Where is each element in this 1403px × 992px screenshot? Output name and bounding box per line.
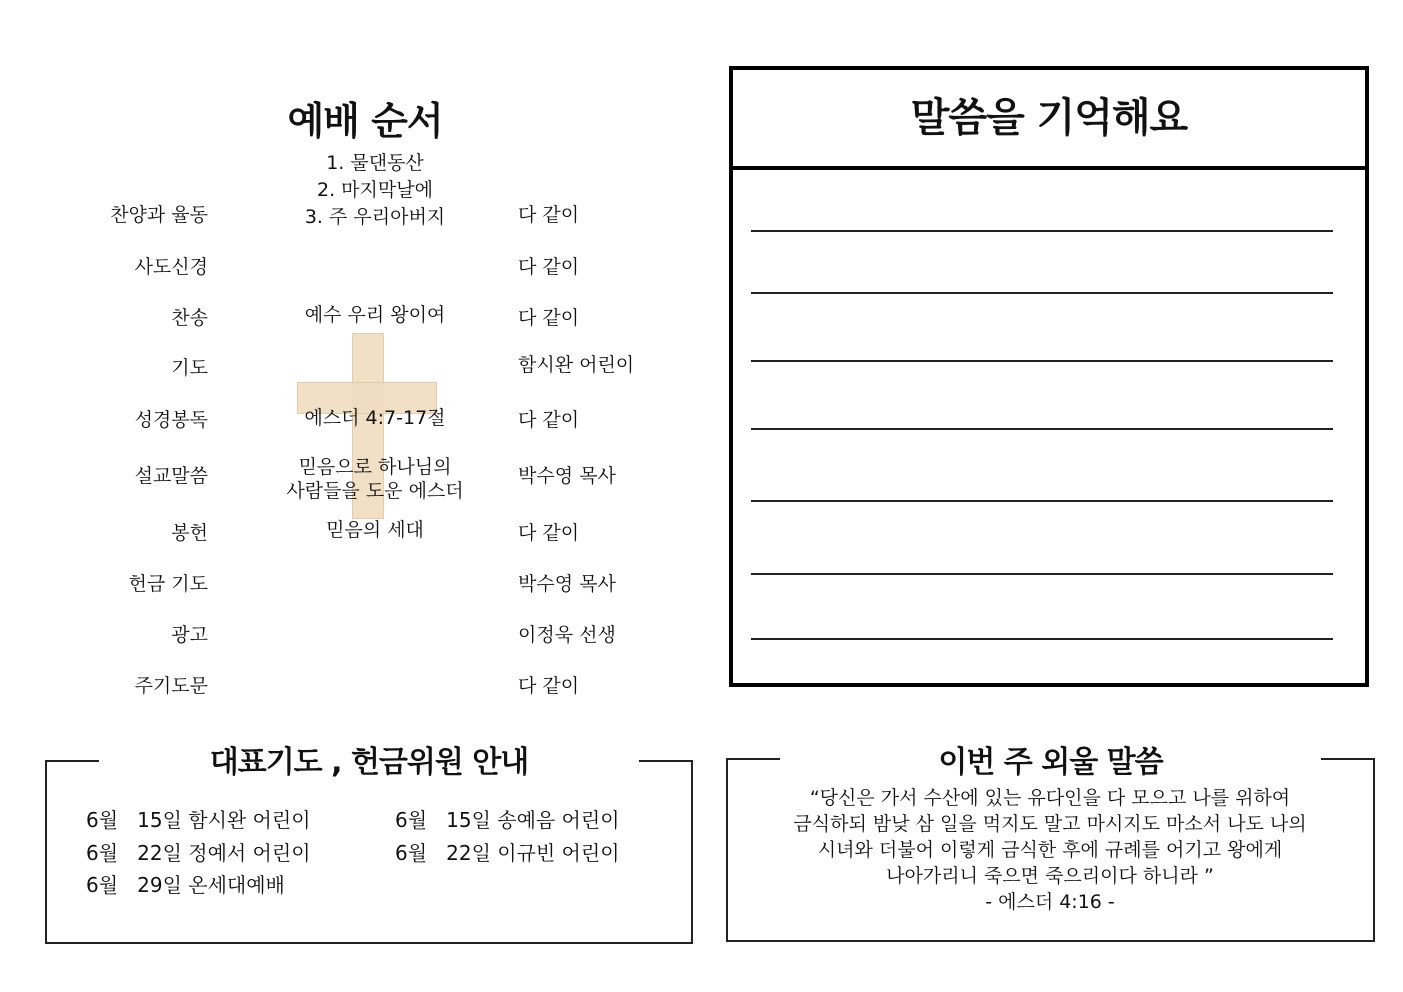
- order-who-prayer: 함시완 어린이: [518, 354, 635, 376]
- order-who-offering: 다 같이: [518, 522, 580, 544]
- order-detail-reading: 에스더 4:7-17절: [304, 407, 446, 429]
- memo-line[interactable]: [751, 292, 1333, 294]
- order-who-reading: 다 같이: [518, 409, 580, 431]
- memo-title: 말씀을 기억해요: [733, 70, 1365, 170]
- order-who-sermon: 박수영 목사: [518, 465, 616, 487]
- order-detail-sermon-1: 믿음으로 하나님의: [298, 456, 452, 478]
- order-label-sermon: 설교말씀: [134, 465, 208, 487]
- order-label-offering: 봉헌: [171, 522, 208, 544]
- prayer-entry: 6월 15일 함시완 어린이: [86, 808, 311, 832]
- song-2: 2. 마지막날에: [317, 179, 433, 201]
- verse-box-top-right: [1321, 758, 1373, 760]
- order-who-creed: 다 같이: [518, 256, 580, 278]
- order-label-announcements: 광고: [171, 624, 208, 646]
- order-who-praise: 다 같이: [518, 204, 580, 226]
- song-3: 3. 주 우리아버지: [304, 206, 446, 228]
- order-label-lords-prayer: 주기도문: [134, 675, 208, 697]
- order-label-prayer: 기도: [171, 357, 208, 379]
- order-detail-hymn: 예수 우리 왕이여: [304, 304, 446, 326]
- order-who-announcements: 이정욱 선생: [518, 624, 616, 646]
- verse-reference: - 에스더 4:16 -: [985, 891, 1115, 913]
- memo-line[interactable]: [751, 360, 1333, 362]
- verse-line: 시녀와 더불어 이렇게 금식한 후에 규례를 어기고 왕에게: [817, 839, 1283, 861]
- order-detail-offering: 믿음의 세대: [326, 519, 424, 541]
- memo-line[interactable]: [751, 428, 1333, 430]
- worship-order-title: 예배 순서: [287, 99, 443, 143]
- verse-line: 나아가리니 죽으면 죽으리이다 하니라 ”: [886, 865, 1214, 887]
- memo-line[interactable]: [751, 573, 1333, 575]
- order-who-offering-prayer: 박수영 목사: [518, 573, 616, 595]
- verse-box-top-left: [726, 758, 780, 760]
- verse-line: “당신은 가서 수산에 있는 유다인을 다 모으고 나를 위하여: [809, 787, 1291, 809]
- memo-box: [729, 66, 1369, 687]
- order-label-praise: 찬양과 율동: [110, 204, 208, 226]
- prayer-entry: 6월 22일 정예서 어린이: [86, 841, 311, 865]
- song-1: 1. 물댄동산: [326, 152, 424, 174]
- order-detail-sermon-2: 사람들을 도운 에스더: [286, 480, 464, 502]
- memo-line[interactable]: [751, 230, 1333, 232]
- memo-line[interactable]: [751, 638, 1333, 640]
- memo-line[interactable]: [751, 500, 1333, 502]
- order-who-lords-prayer: 다 같이: [518, 675, 580, 697]
- order-label-offering-prayer: 헌금 기도: [128, 573, 208, 595]
- verse-line: 금식하되 밤낮 삼 일을 먹지도 말고 마시지도 마소서 나도 나의: [793, 813, 1307, 835]
- verse-title: 이번 주 외울 말씀: [938, 745, 1163, 780]
- verse-text: [740, 785, 1360, 915]
- prayer-entry: 6월 22일 이규빈 어린이: [395, 841, 620, 865]
- prayer-entry: 6월 29일 온세대예배: [86, 873, 285, 897]
- prayer-box-top-right: [639, 760, 691, 762]
- order-who-hymn: 다 같이: [518, 307, 580, 329]
- order-label-reading: 성경봉독: [134, 409, 208, 431]
- prayer-title: 대표기도 , 헌금위원 안내: [209, 745, 529, 780]
- prayer-box-top-left: [45, 760, 99, 762]
- prayer-entry: 6월 15일 송예음 어린이: [395, 808, 620, 832]
- order-label-creed: 사도신경: [134, 256, 208, 278]
- order-label-hymn: 찬송: [171, 307, 208, 329]
